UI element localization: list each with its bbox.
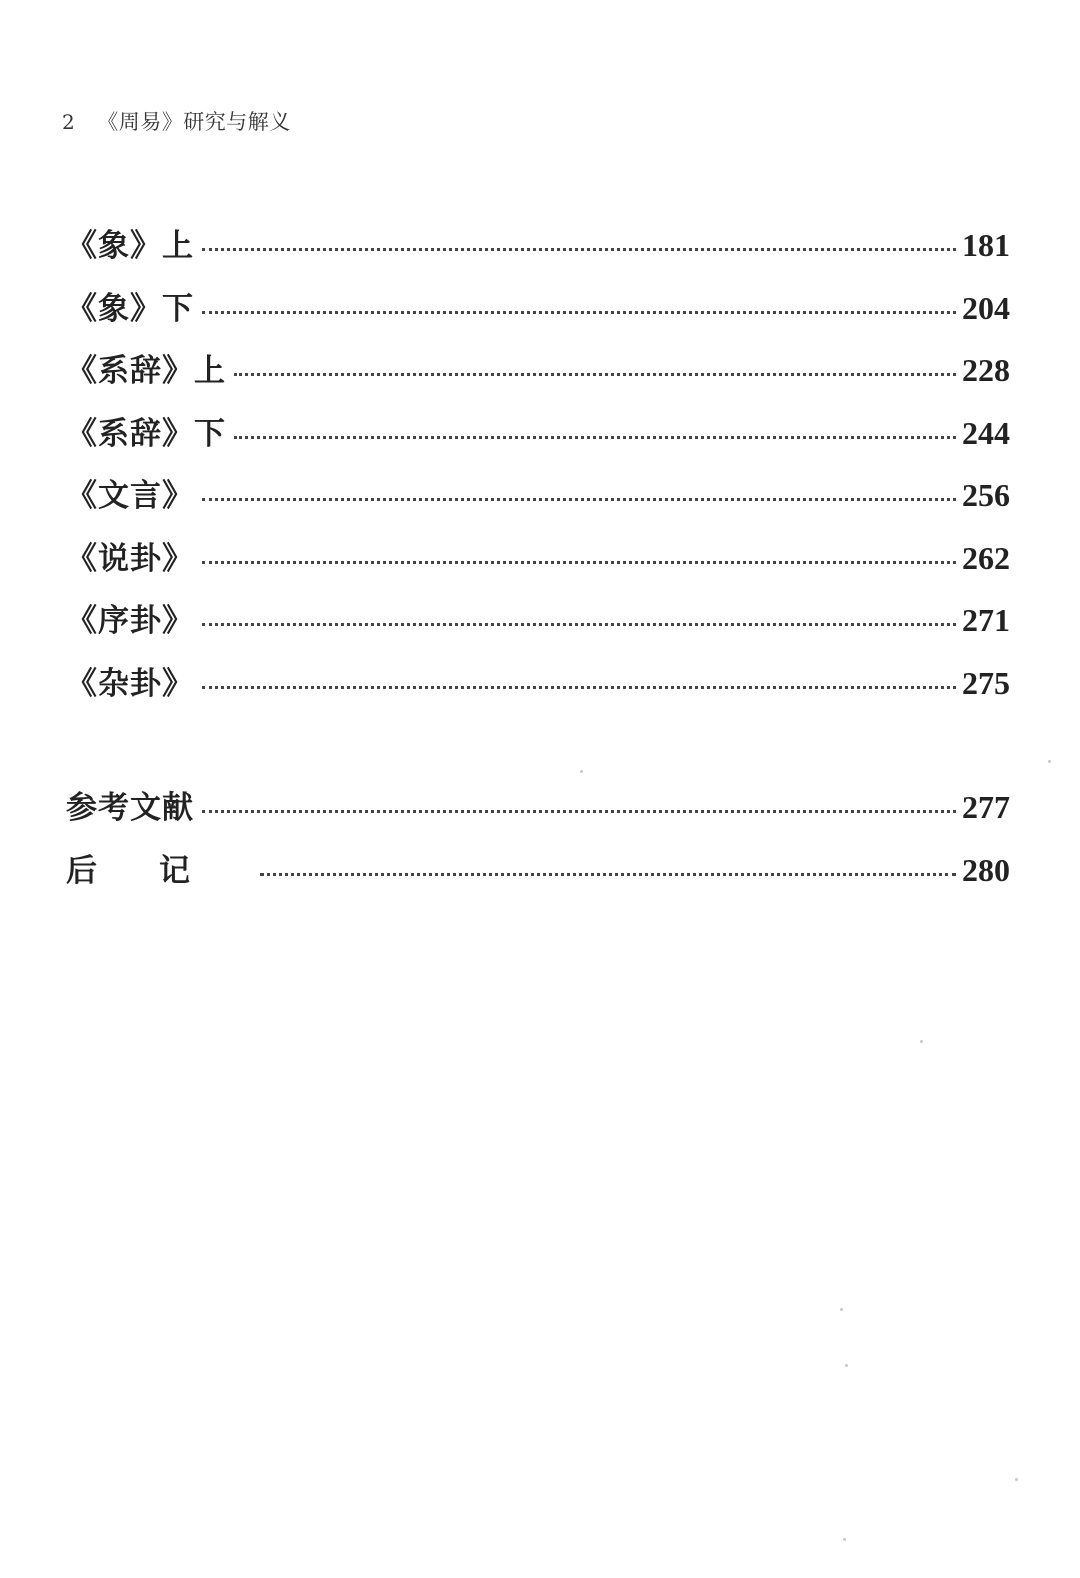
toc-entry-title: 《杂卦》 xyxy=(66,665,194,702)
toc-entry-page: 228 xyxy=(962,352,1010,388)
toc-entry-page: 244 xyxy=(962,414,1010,451)
toc-entry-title: 《文言》 xyxy=(66,478,194,514)
toc-entry-afterword[interactable] xyxy=(66,845,1010,908)
scan-speck xyxy=(1015,1478,1018,1481)
running-head xyxy=(62,106,291,136)
toc-entry-title: 参考文献 xyxy=(66,790,194,826)
toc-entry-page: 280 xyxy=(962,851,1010,888)
dot-leader xyxy=(202,621,956,626)
dot-leader xyxy=(202,309,956,314)
toc-entry-title: 《象》上 xyxy=(66,228,194,264)
scan-speck xyxy=(1048,760,1051,763)
toc-entry-title: 《序卦》 xyxy=(66,603,194,639)
toc-entry-title: 《系辞》上 xyxy=(66,353,226,389)
toc-entry[interactable] xyxy=(66,470,1010,533)
dot-leader xyxy=(202,496,956,501)
dot-leader xyxy=(202,246,956,251)
dot-leader xyxy=(202,808,956,813)
scan-speck xyxy=(845,1364,848,1367)
toc-entry[interactable] xyxy=(66,658,1010,721)
toc-entry-title: 《说卦》 xyxy=(66,540,194,577)
scan-speck xyxy=(843,1538,846,1541)
toc-entry-title: 《系辞》下 xyxy=(66,415,226,452)
toc-entry-page: 275 xyxy=(962,664,1010,701)
toc-entry-title: 《象》下 xyxy=(66,290,194,327)
scan-speck xyxy=(580,770,583,773)
dot-leader xyxy=(234,434,956,439)
toc-entry-page: 256 xyxy=(962,477,1010,513)
scan-speck xyxy=(920,1040,923,1043)
toc-entry[interactable] xyxy=(66,345,1010,408)
toc-entry-page: 204 xyxy=(962,289,1010,326)
toc-entry-page: 271 xyxy=(962,602,1010,638)
toc-section-appendices xyxy=(66,220,1010,720)
toc-entry[interactable] xyxy=(66,220,1010,283)
toc-entry[interactable] xyxy=(66,283,1010,346)
dot-leader xyxy=(260,871,956,876)
toc-entry[interactable] xyxy=(66,595,1010,658)
book-title: 《周易》研究与解义 xyxy=(97,110,291,134)
toc-entry-page: 277 xyxy=(962,789,1010,825)
toc-entry-title: 后记 xyxy=(66,852,252,889)
dot-leader xyxy=(234,371,956,376)
toc-entry-references[interactable] xyxy=(66,782,1010,845)
page-number: 2 xyxy=(62,110,76,134)
toc-entry[interactable] xyxy=(66,533,1010,596)
dot-leader xyxy=(202,559,956,564)
dot-leader xyxy=(202,684,956,689)
toc-entry[interactable] xyxy=(66,408,1010,471)
scan-speck xyxy=(840,1308,843,1311)
toc-section-backmatter xyxy=(66,782,1010,907)
toc-entry-page: 262 xyxy=(962,539,1010,576)
toc-entry-page: 181 xyxy=(962,227,1010,263)
